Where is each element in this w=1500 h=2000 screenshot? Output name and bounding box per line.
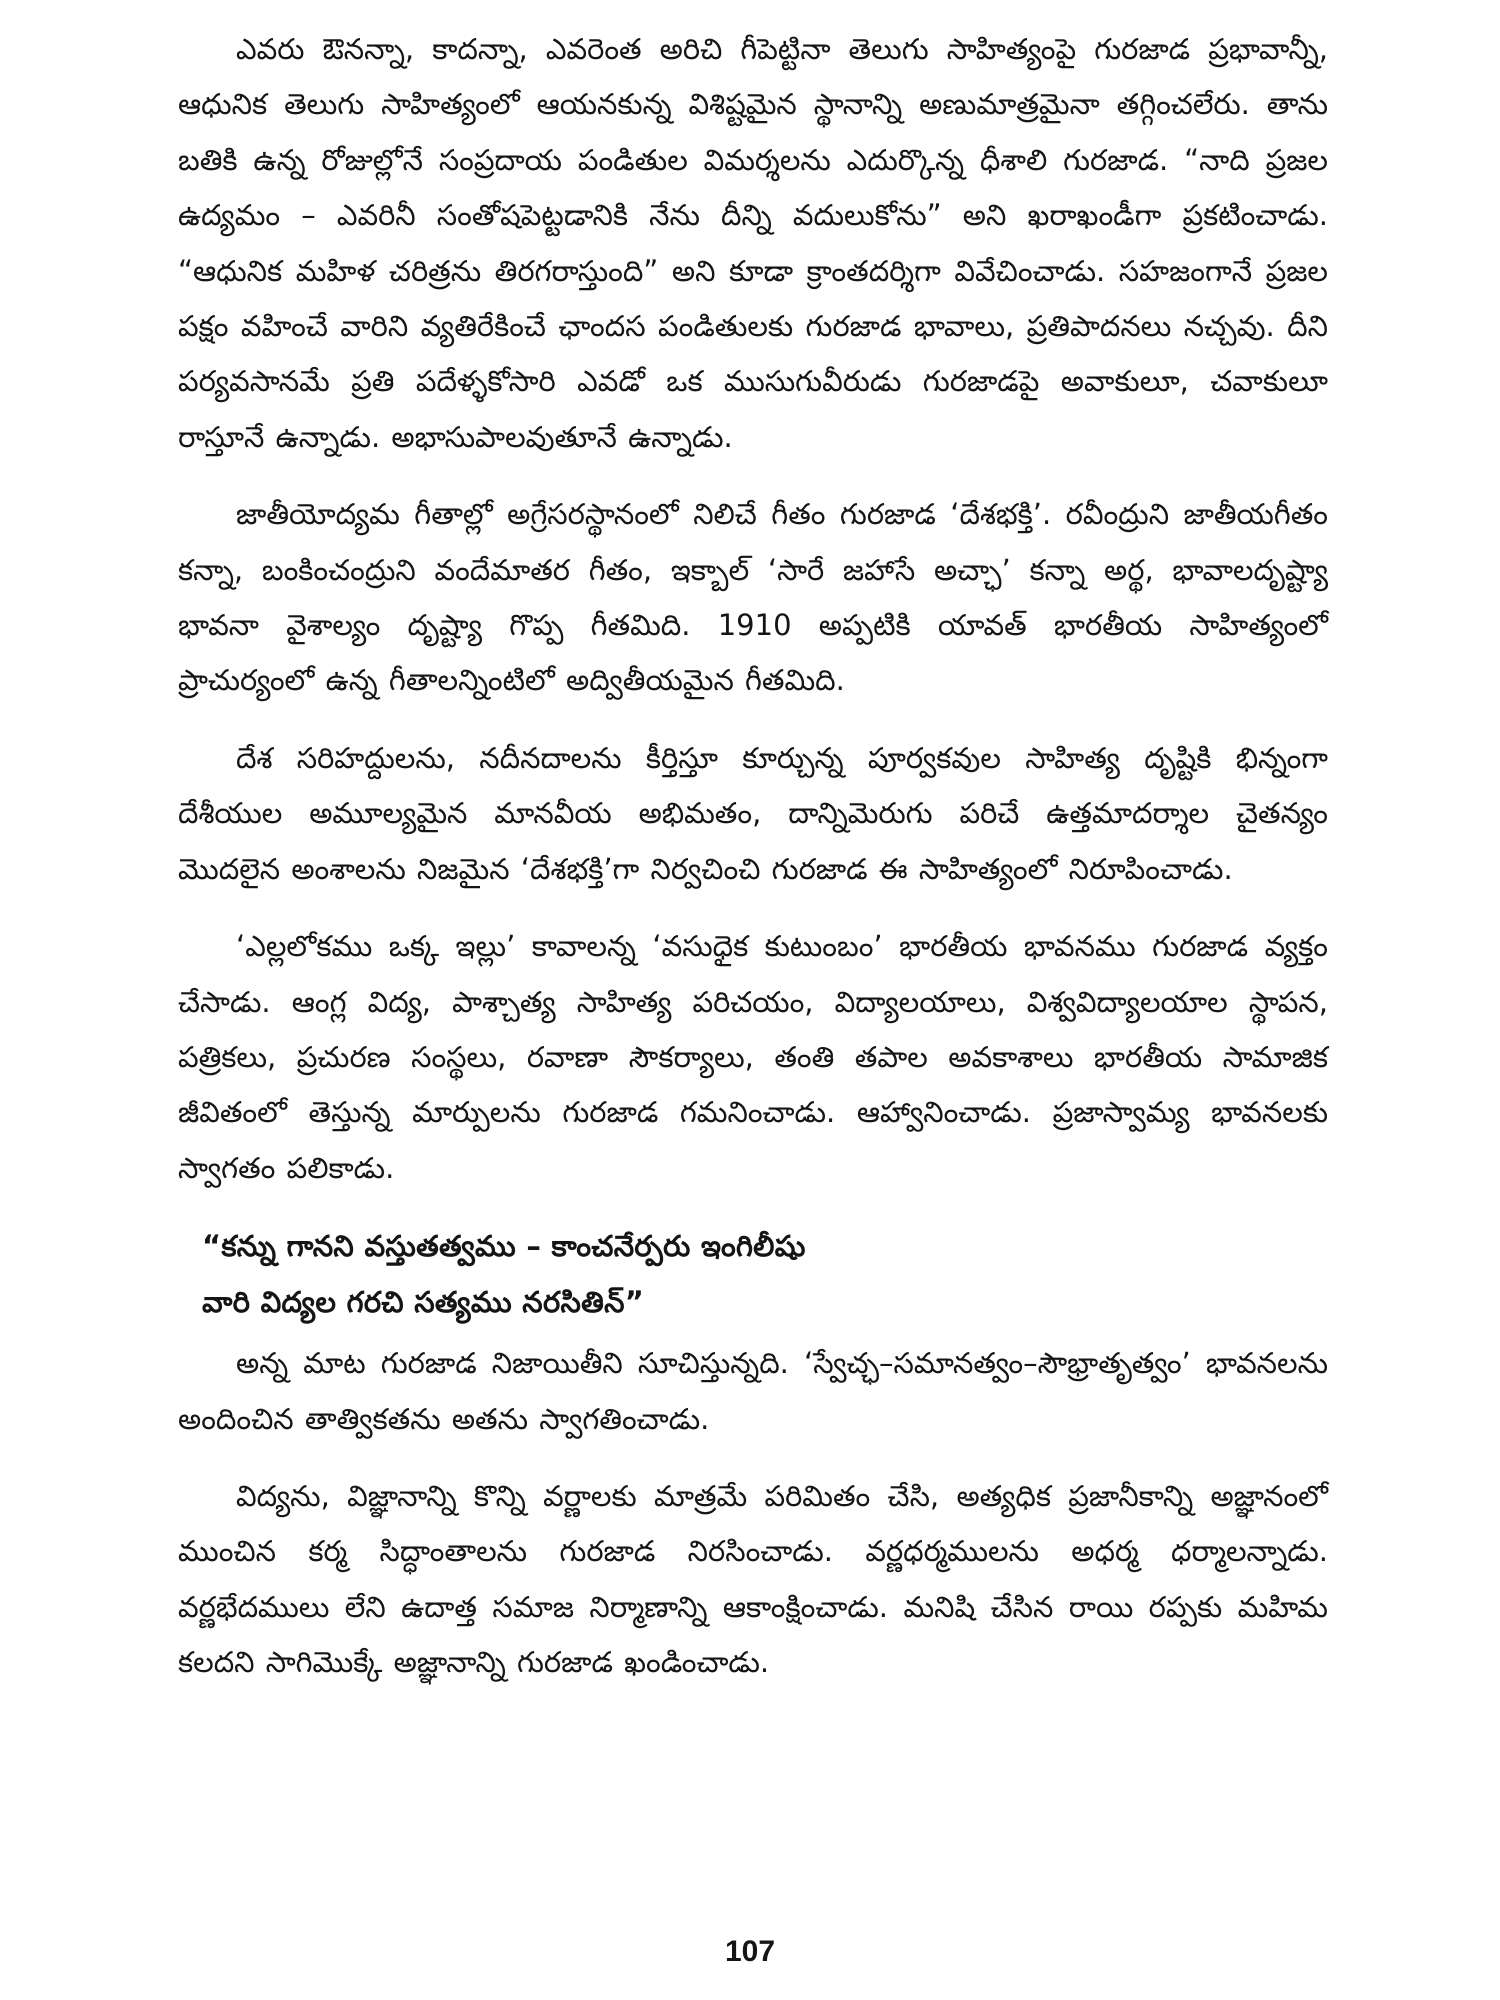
paragraph-modern-changes: ‘ఎల్లలోకము ఒక్క ఇల్లు’ కావాలన్న ‘వసుధైక కుటుంబం’ భారతీయ భావనము గురజాడ వ్యక్తం చేసాడు. ఆంగ్ల విద్య, పాశ్చాత్య సాహిత్య పరిచయం, విద్యాలయాలు, విశ్వవిద్యాలయాల స్థాపన, పత్రికలు, ప్రచురణ సంస్థలు, రవాణా సౌకర్యాలు, తంతి తపాల అవకాశాలు భారతీయ సామాజిక జీవితంలో తెస్తున్న మార్పులను గురజాడ గమనించాడు. ఆహ్వానించాడు. ప్రజాస్వామ్య భావనలకు స్వాగతం పలికాడు. [178, 929, 1328, 1185]
paragraph-caste-critique: విద్యను, విజ్ఞానాన్ని కొన్ని వర్ణాలకు మాత్రమే పరిమితం చేసి, అత్యధిక ప్రజానీకాన్ని అజ్ఞానంలో ముంచిన కర్మ సిద్ధాంతాలను గురజాడ నిరసించాడు. వర్ణధర్మములను అధర్మ ధర్మాలన్నాడు. వర్ణభేదములు లేని ఉదాత్త సమాజ నిర్మాణాన్ని ఆకాంక్షించాడు. మనిషి చేసిన రాయి రప్పకు మహిమ కలదని సాగిమొక్కే అజ్ఞానాన్ని గురజాడ ఖండించాడు. [178, 1478, 1328, 1680]
poem-quote [178, 1218, 1328, 1330]
poem-quote-line-1: “కన్ను గానని వస్తుతత్వము – కాంచనేర్పరు ఇంగిలీషు [202, 1229, 806, 1264]
page-number: 107 [724, 1935, 776, 1968]
paragraph-honesty: అన్న మాట గురజాడ నిజాయితీని సూచిస్తున్నది. ‘స్వేచ్ఛ–సమానత్వం–సౌభ్రాతృత్వం’ భావనలను అందించిన తాత్వికతను అతను స్వాగతించాడు. [178, 1346, 1328, 1436]
paragraph-patriotism-definition: దేశ సరిహద్దులను, నదీనదాలను కీర్తిస్తూ కూర్చున్న పూర్వకవుల సాహిత్య దృష్టికి భిన్నంగా దేశీయుల అమూల్యమైన మానవీయ అభిమతం, దాన్నిమెరుగు పరిచే ఉత్తమాదర్శాల చైతన్యం మొదలైన అంశాలను నిజమైన ‘దేశభక్తి’గా నిర్వచించి గురజాడ ఈ సాహిత్యంలో నిరూపించాడు. [178, 740, 1328, 886]
paragraph-deshabhakti-song: జాతీయోద్యమ గీతాల్లో అగ్రేసరస్థానంలో నిలిచే గీతం గురజాడ ‘దేశభక్తి’. రవీంద్రుని జాతీయగీతం కన్నా, బంకించంద్రుని వందేమాతర గీతం, ఇక్బాల్ ‘సారే జహాసే అచ్ఛా’ కన్నా అర్థ, భావాలదృష్ట్యా భావనా వైశాల్యం దృష్ట్యా గొప్ప గీతమిది. 1910 అప్పటికి యావత్ భారతీయ సాహిత్యంలో ప్రాచుర్యంలో ఉన్న గీతాలన్నింటిలో అద్వితీయమైన గీతమిది. [178, 497, 1328, 698]
book-page [178, 22, 1328, 1713]
poem-quote-line-2: వారి విద్యల గరచి సత్యము నరసితిన్” [202, 1285, 645, 1320]
paragraph-gurajada-influence: ఎవరు ఔనన్నా, కాదన్నా, ఎవరెంత అరిచి గీపెట్టినా తెలుగు సాహిత్యంపై గురజాడ ప్రభావాన్నీ, ఆధునిక తెలుగు సాహిత్యంలో ఆయనకున్న విశిష్టమైన స్థానాన్ని అణుమాత్రమైనా తగ్గించలేరు. తాను బతికి ఉన్న రోజుల్లోనే సంప్రదాయ పండితుల విమర్శలను ఎదుర్కొన్న ధీశాలి గురజాడ. “నాది ప్రజల ఉద్యమం – ఎవరినీ సంతోషపెట్టడానికి నేను దీన్ని వదులుకోను” అని ఖరాఖండీగా ప్రకటించాడు. “ఆధునిక మహిళ చరిత్రను తిరగరాస్తుంది” అని కూడా క్రాంతదర్శిగా వివేచించాడు. సహజంగానే ప్రజల పక్షం వహించే వారిని వ్యతిరేకించే ఛాందస పండితులకు గురజాడ భావాలు, ప్రతిపాదనలు నచ్చవు. దీని పర్యవసానమే ప్రతి పదేళ్ళకోసారి ఎవడో ఒక ముసుగువీరుడు గురజాడపై అవాకులూ, చవాకులూ రాస్తూనే ఉన్నాడు. అభాసుపాలవుతూనే ఉన్నాడు. [178, 32, 1328, 454]
